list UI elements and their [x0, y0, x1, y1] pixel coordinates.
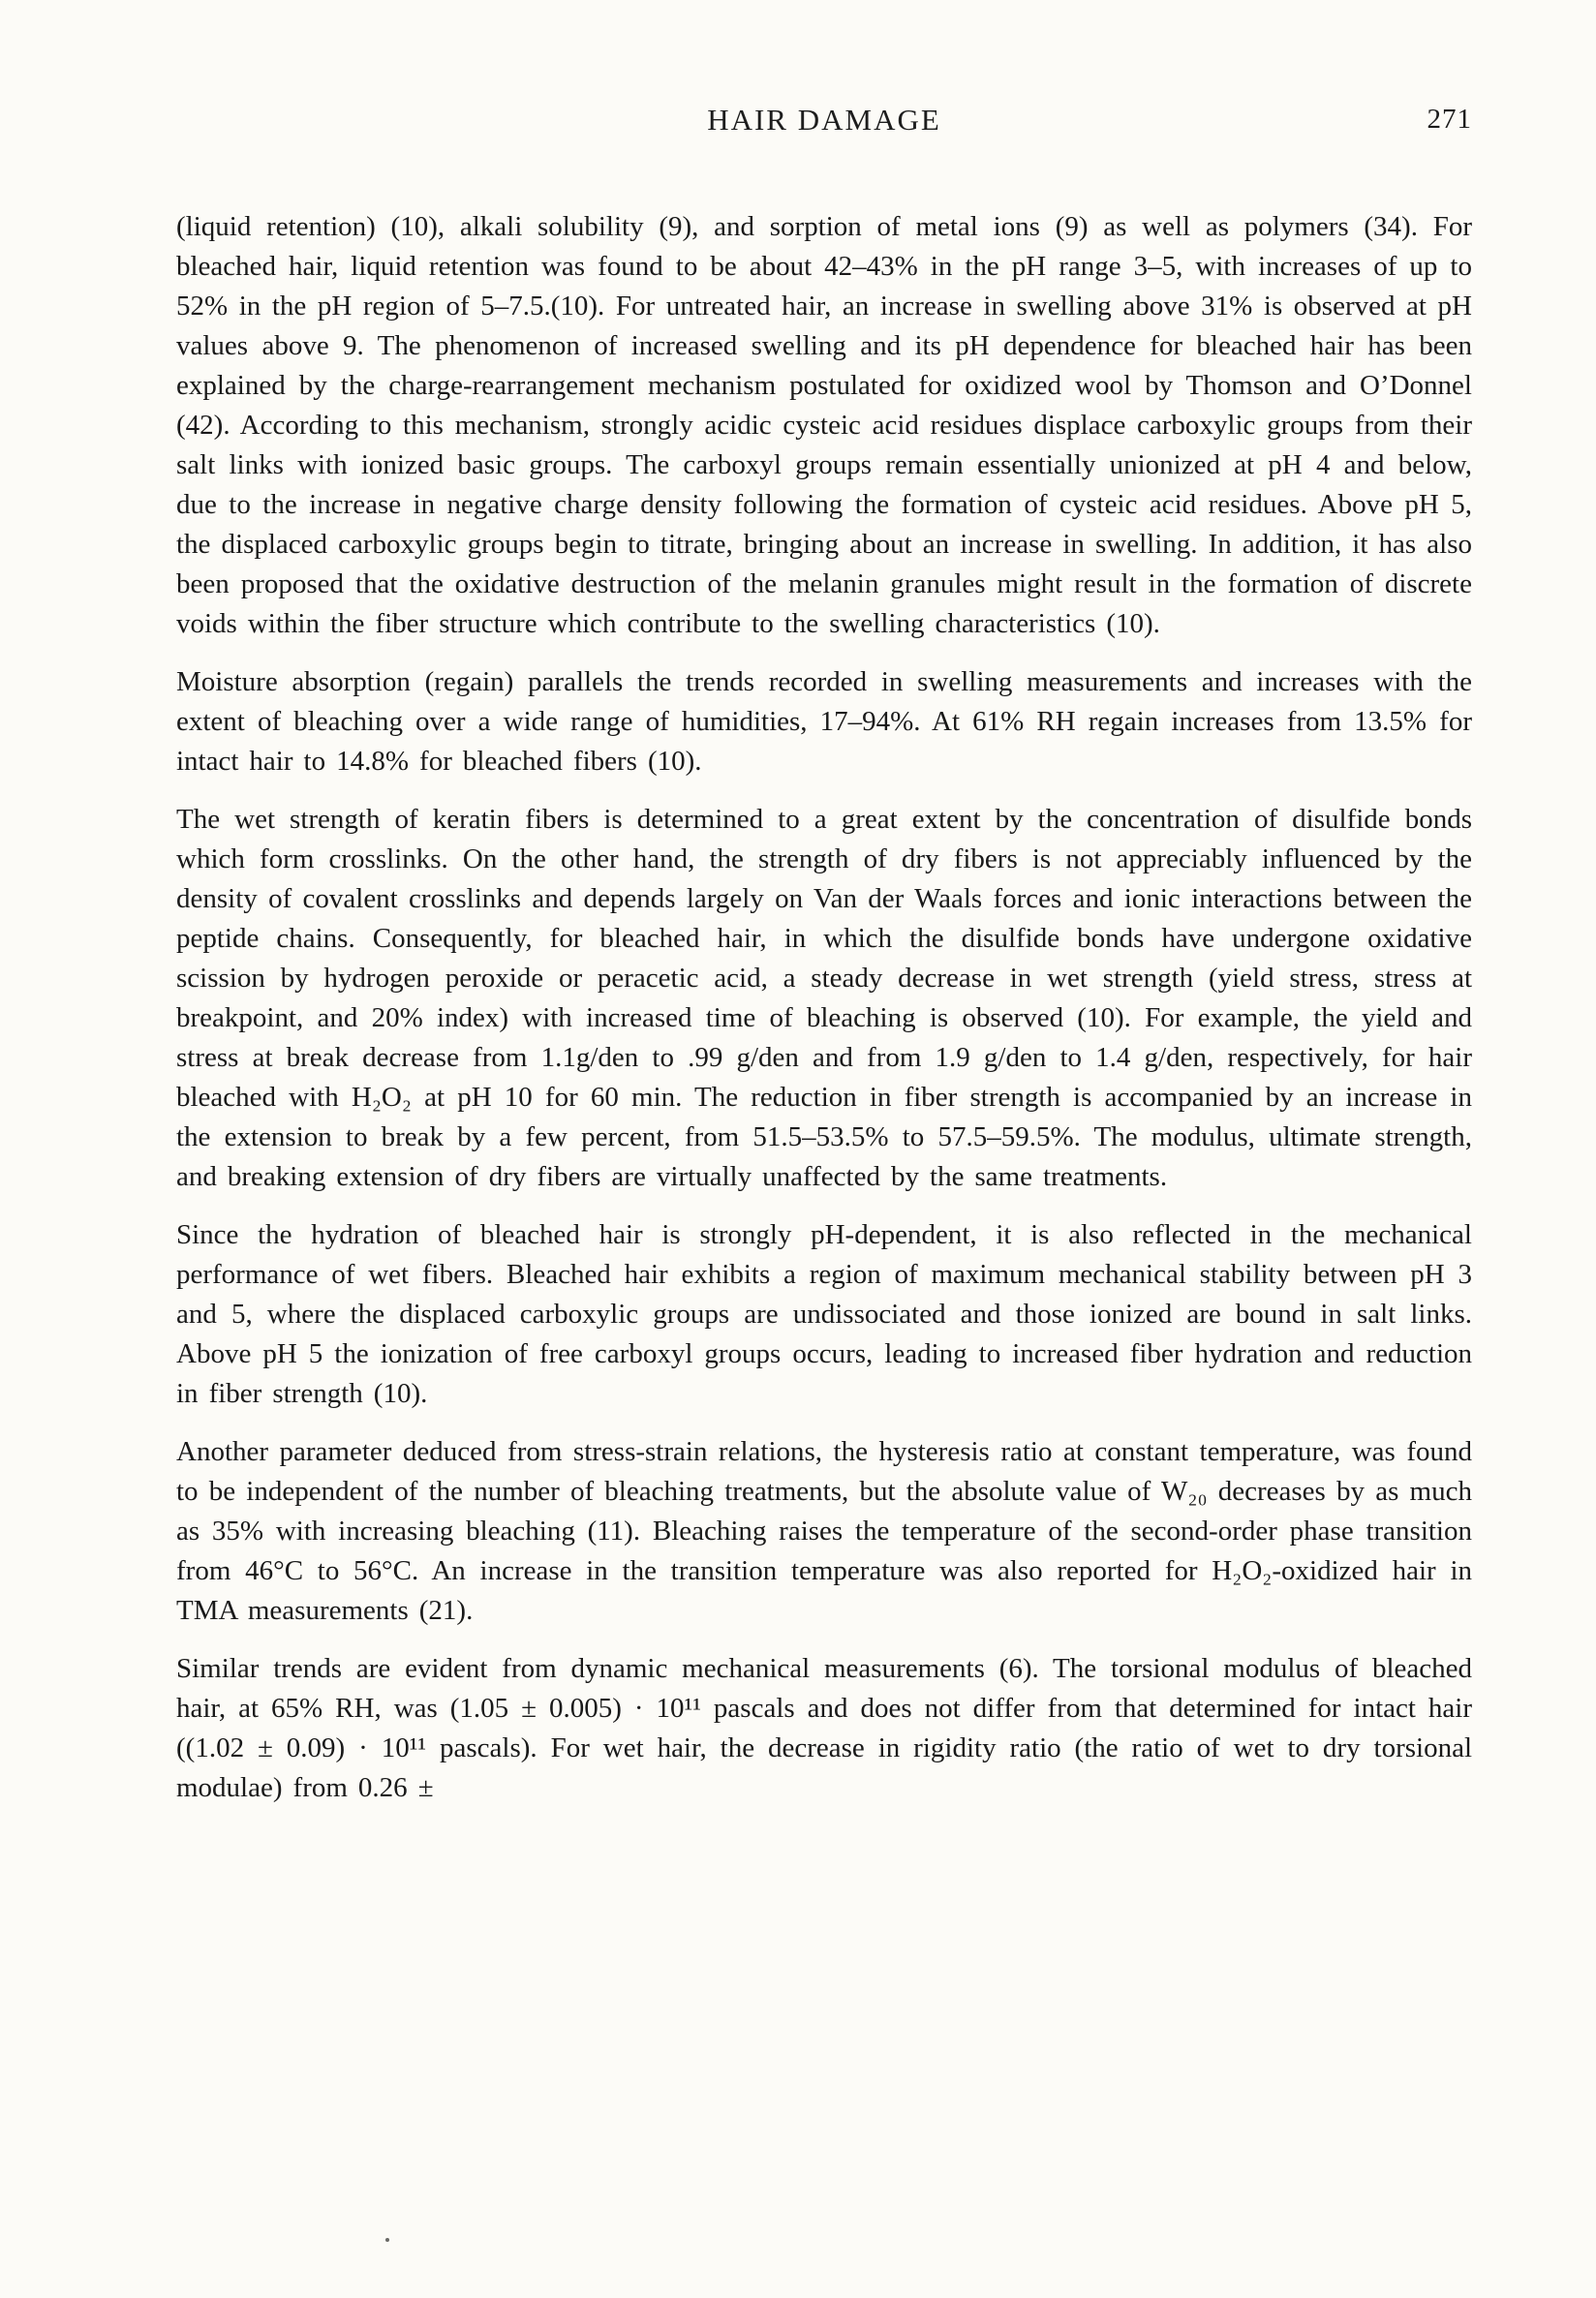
paragraph-1: (liquid retention) (10), alkali solubility (9), and sorption of metal ions (9) as well as polymers (34). For bleached hair, liquid retention was found to be about 42–43% in the pH range 3–5, with increases of up to 52% in the pH region of 5–7.5.(10). For untreated hair, an increase in swelling above 31% is observed at pH values above 9. The phenomenon of increased swelling and its pH dependence for bleached hair has been explained by the charge-rearrangement mechanism postulated for oxidized wool by Thomson and O’Donnel (42). According to this mechanism, strongly acidic cysteic acid residues displace carboxylic groups from their salt links with ionized basic groups. The carboxyl groups remain essentially unionized at pH 4 and below, due to the increase in negative charge density following the formation of cysteic acid residues. Above pH 5, the displaced carboxylic groups begin to titrate, bringing about an increase in swelling. In addition, it has also been proposed that the oxidative destruction of the melanin granules might result in the formation of discrete voids within the fiber structure which contribute to the swelling characteristics (10).: [176, 211, 1472, 639]
running-title: HAIR DAMAGE: [707, 103, 941, 137]
paragraph-6: Similar trends are evident from dynamic mechanical measurements (6). The torsional modulus of bleached hair, at 65% RH, was (1.05 ± 0.005) · 10¹¹ pascals and does not differ from that determined for intact hair ((1.02 ± 0.09) · 10¹¹ pascals). For wet hair, the decrease in rigidity ratio (the ratio of wet to dry torsional modulae) from 0.26 ±: [176, 1653, 1472, 1803]
paragraph-5: Another parameter deduced from stress-strain relations, the hysteresis ratio at constant temperature, was found to be independent of the number of bleaching treatments, but the absolute value of W₂₀ decreases by as much as 35% with increasing bleaching (11). Bleaching raises the temperature of the second-order phase transition from 46°C to 56°C. An increase in the transition temperature was also reported for H₂O₂-oxidized hair in TMA measurements (21).: [176, 1436, 1472, 1626]
paragraph-3: The wet strength of keratin fibers is determined to a great extent by the concentration of disulfide bonds which form crosslinks. On the other hand, the strength of dry fibers is not appreciably influenced by the density of covalent crosslinks and depends largely on Van der Waals forces and ionic interactions between the peptide chains. Consequently, for bleached hair, in which the disulfide bonds have undergone oxidative scission by hydrogen peroxide or peracetic acid, a steady decrease in wet strength (yield stress, stress at breakpoint, and 20% index) with increased time of bleaching is observed (10). For example, the yield and stress at break decrease from 1.1g/den to .99 g/den and from 1.9 g/den to 1.4 g/den, respectively, for hair bleached with H₂O₂ at pH 10 for 60 min. The reduction in fiber strength is accompanied by an increase in the extension to break by a few percent, from 51.5–53.5% to 57.5–59.5%. The modulus, ultimate strength, and breaking extension of dry fibers are virtually unaffected by the same treatments.: [176, 804, 1472, 1192]
paragraph-2: Moisture absorption (regain) parallels the trends recorded in swelling measurements and increases with the extent of bleaching over a wide range of humidities, 17–94%. At 61% RH regain increases from 13.5% for intact hair to 14.8% for bleached fibers (10).: [176, 666, 1472, 777]
article-body: [176, 207, 1472, 1808]
paragraph-4: Since the hydration of bleached hair is strongly pH-dependent, it is also reflected in the mechanical performance of wet fibers. Bleached hair exhibits a region of maximum mechanical stability between pH 3 and 5, where the displaced carboxylic groups are undissociated and those ionized are bound in salt links. Above pH 5 the ionization of free carboxyl groups occurs, leading to increased fiber hydration and reduction in fiber strength (10).: [176, 1219, 1472, 1409]
scan-artifact-speck: [385, 2238, 389, 2242]
page-header: [176, 103, 1472, 145]
page-number: 271: [1427, 104, 1472, 135]
